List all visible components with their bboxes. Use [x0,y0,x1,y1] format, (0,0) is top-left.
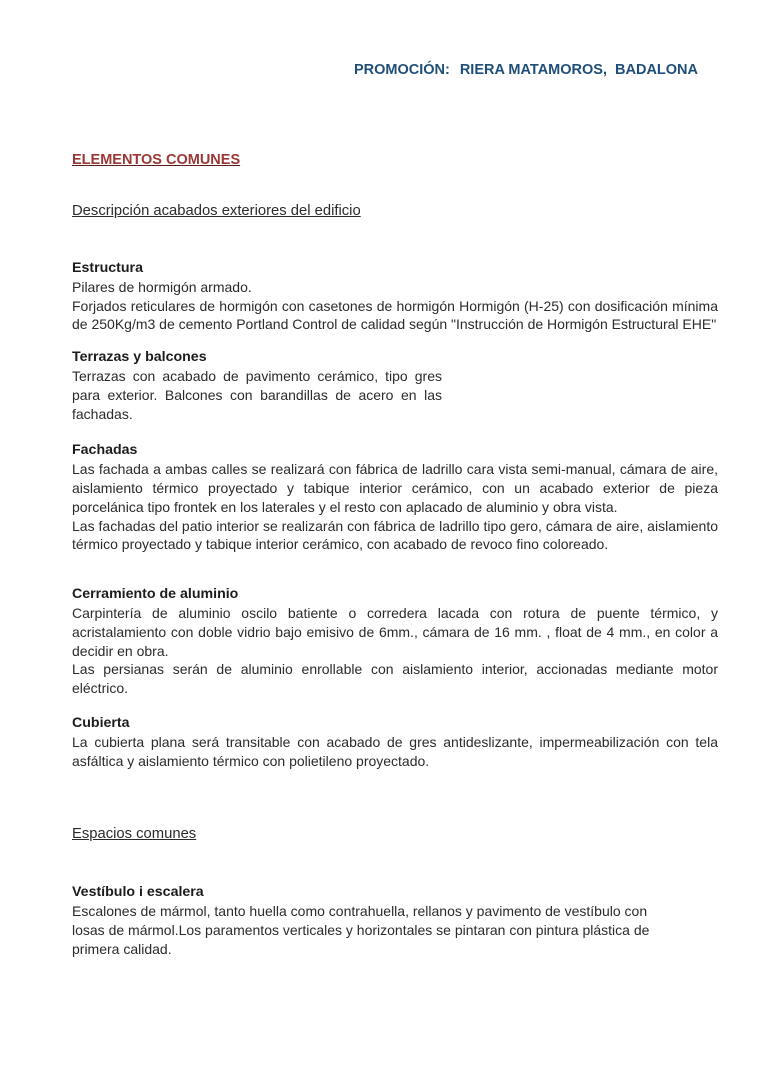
section-cubierta [72,714,718,770]
section-heading-fachadas: Fachadas [72,442,138,459]
paragraph-cerramiento-2: Las persianas serán de aluminio enrollable con aislamiento interior, accionadas mediante motor eléctrico. [72,661,718,697]
section-heading-estructura: Estructura [72,259,143,276]
paragraph-fachadas-1: Las fachada a ambas calles se realizará con fábrica de ladrillo cara vista semi-manual, cámara de aire, aislamiento térmico proyectado y tabique interior cerámico, con un acabado exterior de pieza porcelánica tipo frontek en los laterales y el resto con aplacado de aluminio y obra vista. [72,461,718,515]
doc-subtitle-exteriores: Descripción acabados exteriores del edificio [72,203,361,220]
promotion-value: RIERA MATAMOROS, BADALONA [459,61,698,78]
promotion-header [72,41,718,98]
section-heading-cerramiento: Cerramiento de aluminio [72,586,239,603]
doc-title-row [72,150,718,170]
section-heading-cubierta: Cubierta [72,714,130,731]
doc-subtitle-row-espacios [72,824,718,844]
paragraph-cerramiento-1: Carpintería de aluminio oscilo batiente o corredera lacada con rotura de puente térmico, y acristalamiento con doble vidrio bajo emisivo de 6mm., cámara de 16 mm. , float de 4 mm., en color a decidir en obra. [72,604,718,659]
paragraph-fachadas-2: Las fachadas del patio interior se realizarán con fábrica de ladrillo tipo gero, cámara de aire, aislamiento térmico proyectado y tabique interior cerámico, con acabado de revoco fino coloreado. [72,517,718,553]
doc-title: ELEMENTOS COMUNES [72,152,241,169]
doc-subtitle-espacios: Espacios comunes [72,826,197,843]
section-estructura [72,259,718,334]
section-heading-terrazas: Terrazas y balcones [72,349,207,366]
section-heading-vestibulo: Vestíbulo i escalera [72,884,204,901]
paragraph-terrazas-1: Terrazas con acabado de pavimento cerámico, tipo gres para exterior. Balcones con barandillas de acero en las fachadas. [72,367,442,422]
section-cerramiento [72,585,718,698]
paragraph-estructura-2: Forjados reticulares de hormigón con casetones de hormigón Hormigón (H-25) con dosificación mínima de 250Kg/m3 de cemento Portland Control de calidad según "Instrucción de Hormigón Estructural EHE" [72,297,718,333]
doc-subtitle-row-exteriores [72,201,718,221]
section-vestibulo [72,883,718,958]
section-terrazas [72,348,718,423]
paragraph-cubierta-1: La cubierta plana será transitable con acabado de gres antideslizante, impermeabilización con tela asfáltica y aislamiento térmico con polietileno proyectado. [72,733,718,769]
promotion-label: PROMOCIÓN: [353,61,450,78]
section-fachadas [72,441,718,554]
paragraph-vestibulo-1: Escalones de mármol, tanto huella como contrahuella, rellanos y pavimento de vestíbulo con losas de mármol.Los paramentos verticales y horizontales se pintaran con pintura plástica de primera calidad. [72,902,650,957]
paragraph-estructura-1: Pilares de hormigón armado. [72,278,252,295]
